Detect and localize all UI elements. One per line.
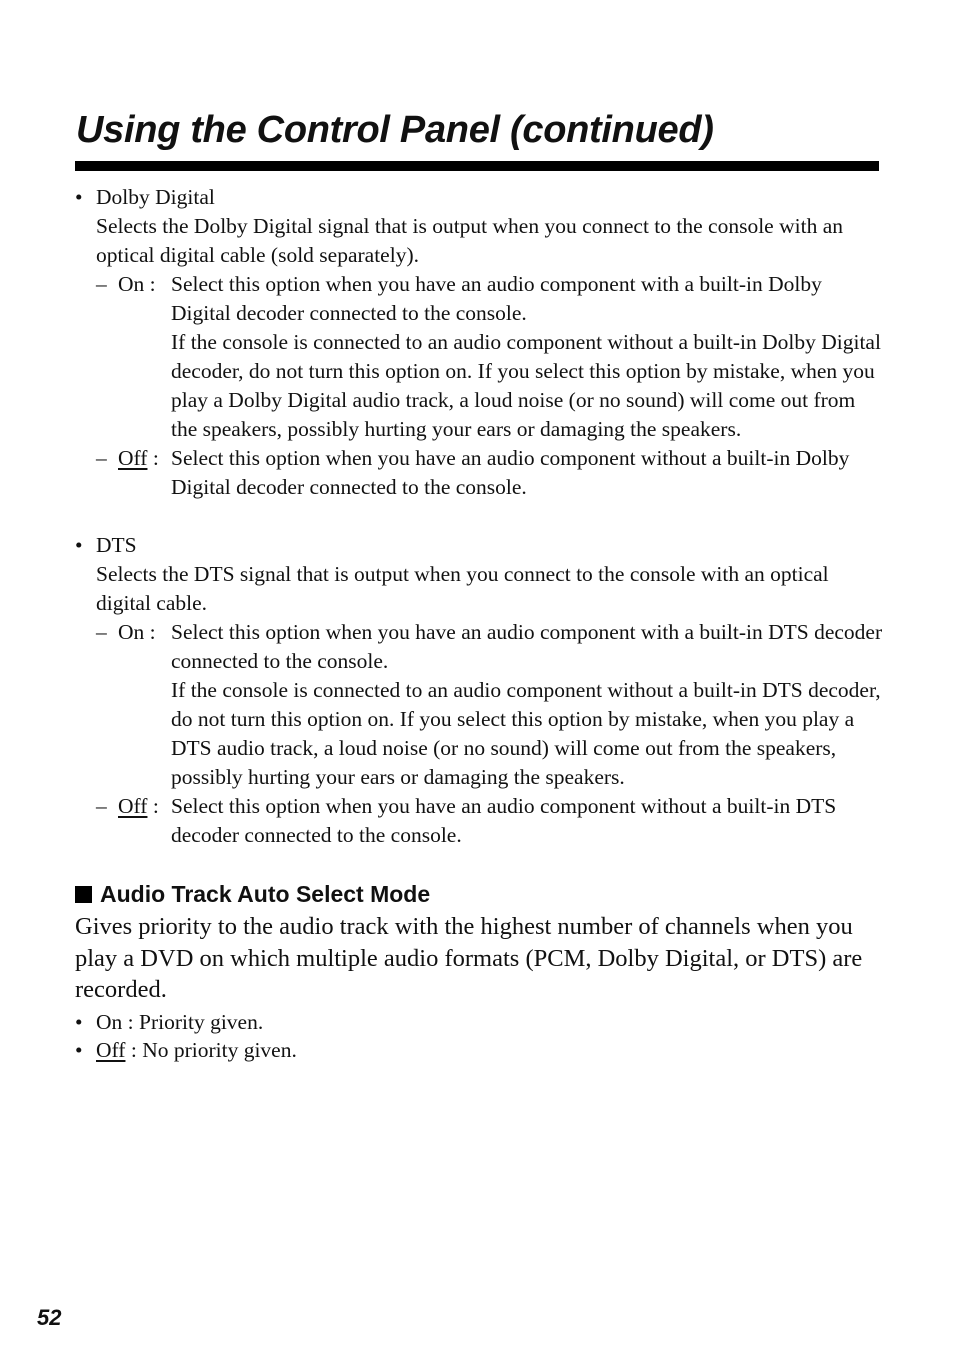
dts-off-text: Select this option when you have an audio component without a built-in DTS decoder connected to the console.: [171, 794, 837, 847]
dolby-digital-item: [75, 183, 885, 502]
page-content: [75, 183, 885, 1064]
dolby-on-key: – On :: [96, 272, 156, 296]
bullet-glyph: •: [75, 1009, 83, 1034]
audio-track-on-item: [75, 1008, 885, 1036]
dolby-on-warning: If the console is connected to an audio component without a built-in Dolby Digital decoder, do not turn this option on. If you select this option by mistake, when you play a Dolby Digital audio track, a loud noise (or no sound) will come out from the speakers, possibly hurting your ears or damaging the speakers.: [171, 330, 881, 441]
audio-track-on-text: : Priority given.: [122, 1009, 264, 1034]
title-rule: [75, 161, 879, 171]
audio-track-description: Gives priority to the audio track with the highest number of channels when you play a DVD on which multiple audio formats (PCM, Dolby Digital, or DTS) are recorded.: [75, 913, 863, 1003]
dolby-on-text: Select this option when you have an audio component with a built-in Dolby Digital decoder connected to the console.: [171, 272, 822, 325]
dts-on-label: On: [118, 620, 145, 644]
dts-description: Selects the DTS signal that is output when you connect to the console with an optical digital cable.: [96, 562, 829, 615]
dolby-off-option: [96, 444, 885, 502]
dolby-off-text: Select this option when you have an audio component without a built-in Dolby Digital decoder connected to the console.: [171, 446, 850, 499]
dts-off-label: Off: [118, 794, 148, 818]
dts-item: [75, 531, 885, 850]
dts-on-text: Select this option when you have an audio component with a built-in DTS decoder connected to the console.: [171, 620, 883, 673]
dts-on-key: – On :: [96, 620, 156, 644]
audio-track-on-label: On: [96, 1009, 123, 1034]
dolby-digital-description: Selects the Dolby Digital signal that is output when you connect to the console with an optical digital cable (sold separately).: [96, 214, 843, 267]
dts-off-option: [96, 792, 885, 850]
square-bullet-icon: [75, 886, 92, 903]
dolby-digital-heading: Dolby Digital: [96, 185, 215, 209]
dolby-on-label: On: [118, 272, 145, 296]
bullet-glyph: •: [75, 1037, 83, 1062]
dolby-on-option: [96, 270, 885, 444]
page-title: Using the Control Panel (continued): [76, 109, 714, 151]
bullet-glyph: •: [75, 185, 83, 209]
bullet-glyph: •: [75, 533, 83, 557]
dts-heading: DTS: [96, 533, 137, 557]
audio-track-options: [75, 1008, 885, 1064]
dts-on-option: [96, 618, 885, 792]
dts-on-warning: If the console is connected to an audio component without a built-in DTS decoder, do not turn this option on. If you select this option by mistake, when you play a DTS audio track, a loud noise (or no sound) will come out from the speakers, possibly hurting your ears or damaging the speakers.: [171, 678, 881, 789]
audio-track-off-label: Off: [96, 1037, 126, 1062]
page-number: 52: [37, 1305, 62, 1330]
dts-off-key: – Off :: [96, 794, 159, 818]
dolby-off-key: – Off :: [96, 446, 159, 470]
audio-track-off-item: [75, 1036, 885, 1064]
dolby-off-label: Off: [118, 446, 148, 470]
audio-track-off-text: : No priority given.: [125, 1037, 297, 1062]
spacer: [75, 502, 885, 531]
section-heading: [75, 879, 885, 909]
audio-track-heading: Audio Track Auto Select Mode: [100, 881, 431, 907]
